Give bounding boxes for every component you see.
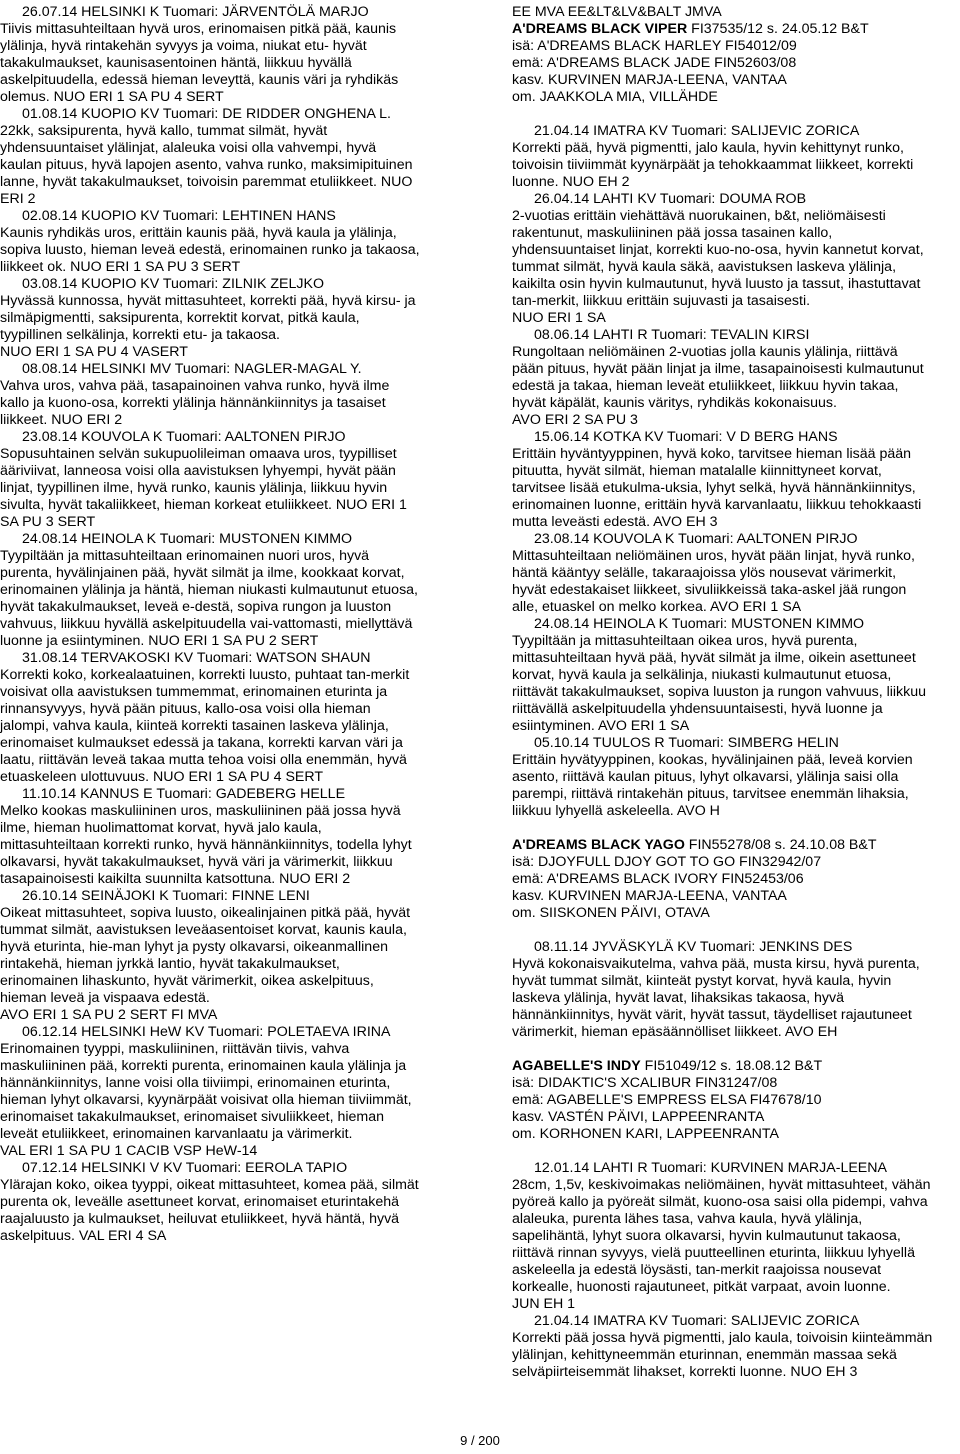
text-line: askeleella ja edestä löysästi, tan-merkit raajoissa nousevat: [512, 1262, 882, 1278]
text-line: purenta ok, leveälle asettuneet korvat, erinomaiset eturintakehä: [0, 1194, 400, 1210]
text-line: pään pituus, hyvät pään linjat ja ilme, tasapainoisesti kulmautunut: [512, 361, 924, 377]
text-line: Sopusuhtainen selvän sukupuolileiman omaava uros, tyypilliset: [0, 446, 397, 462]
text-line: laatu, riittävän leveä takaa mutta tehoa voisi olla enemmän, hyvä: [0, 752, 407, 768]
text-line: tummat silmät, hyvä kaula säkä, aavistuksen laskeva ylälinja,: [512, 259, 897, 275]
show-result-heading: 05.10.14 TUULOS R Tuomari: SIMBERG HELIN: [534, 735, 839, 751]
text-line: sapelihäntä, lyhyt suora olkavarsi, hyvin kulmautunut takaosa,: [512, 1228, 901, 1244]
show-result-heading: 12.01.14 LAHTI R Tuomari: KURVINEN MARJA-LEENA: [534, 1160, 887, 1176]
text-line: askelpituus. VAL ERI 4 SA: [0, 1228, 167, 1244]
show-result-heading: 24.08.14 HEINOLA K Tuomari: MUSTONEN KIMMO: [22, 531, 353, 547]
text-line: mittasuhteiltaan korrekti runko, hyvä hännänkiinnitys, todella lyhyt: [0, 837, 412, 853]
text-line: Tyypiltään ja mittasuhteiltaan erinomainen nuori uros, hyvä: [0, 548, 370, 564]
text-line: luonne ja esiintyminen. NUO ERI 1 SA PU 2 SERT: [0, 633, 319, 649]
text-line: AVO ERI 2 SA PU 3: [512, 412, 638, 428]
text-line: NUO ERI 1 SA: [512, 310, 606, 326]
text-line: silmäpigmentti, saksipurenta, korrektit korvat, pitkä kaula,: [0, 310, 360, 326]
text-line: luonne. NUO EH 2: [512, 174, 630, 190]
text-line: Korrekti koko, korkealaatuinen, korrekti luusto, puhtaat tan-merkit: [0, 667, 410, 683]
text-line: 2-vuotias erittäin viehättävä nuorukainen, b&t, neliömäisesti: [512, 208, 886, 224]
text-line: korkealle, huonosti rajautuneet, pitkät varpaat, avoin luonne.: [512, 1279, 891, 1295]
text-line: tummat silmät, aavistuksen leveäasentoiset korvat, kaunis kaula,: [0, 922, 407, 938]
show-result-heading: 23.08.14 KOUVOLA K Tuomari: AALTONEN PIRJO: [534, 531, 858, 547]
text-line: toivoisin tiiviimmät kyynärpäät ja tehokkaammat liikkeet, korrekti: [512, 157, 914, 173]
text-line: tasapainoisesti kaikilta suunnilta katsottuna. NUO ERI 2: [0, 871, 351, 887]
text-line: isä: DJOYFULL DJOY GOT TO GO FIN32942/07: [512, 854, 822, 870]
text-line: kasv. VASTÉN PÄIVI, LAPPEENRANTA: [512, 1109, 765, 1125]
text-line: takakulmaukset, kaunisasentoinen häntä, liikkuu hyvällä: [0, 55, 352, 71]
text-line: mittasuhteiltaan hyvä pää, hyvät silmät ja ilme, oikein asettuneet: [512, 650, 916, 666]
show-result-heading: 08.08.14 HELSINKI MV Tuomari: NAGLER-MAGAL Y.: [22, 361, 362, 377]
text-line: hyvät käpälät, kaunis väritys, ryhdikäs kokonaisuus.: [512, 395, 837, 411]
text-line: raajaluusto ja kulmaukset, heiluvat etuliikkeet, hyvä häntä, hyvä: [0, 1211, 400, 1227]
text-line: JUN EH 1: [512, 1296, 576, 1312]
text-line: olemus. NUO ERI 1 SA PU 4 SERT: [0, 89, 224, 105]
text-line: hyvät tummat silmät, kiinteät pystyt korvat, hyvä kaula, hyvin: [512, 973, 892, 989]
text-line: ylälinjan, kehittyneemmän eturinnan, enemmän massaa sekä: [512, 1347, 897, 1363]
show-result-heading: 26.04.14 LAHTI KV Tuomari: DOUMA ROB: [534, 191, 807, 207]
show-result-heading: 01.08.14 KUOPIO KV Tuomari: DE RIDDER ONGHENA L.: [22, 106, 391, 122]
text-line: sivulta, hyvät takaliikkeet, hieman korkeat etuliikkeet. NUO ERI 1: [0, 497, 407, 513]
text-line: etuaskeleen ulottuvuus. NUO ERI 1 SA PU 4 SERT: [0, 769, 324, 785]
show-result-heading: 26.07.14 HELSINKI K Tuomari: JÄRVENTÖLÄ MARJO: [22, 4, 369, 20]
dog-name: AGABELLE'S INDY: [512, 1058, 641, 1074]
dog-registration: FI51049/12 s. 18.08.12 B&T: [640, 1058, 823, 1074]
text-line: hyvät edestakaiset liikkeet, sivuliikkeissä taka-askel jää rungon: [512, 582, 907, 598]
text-line: jalompi, vahva kaula, kiinteä korrekti tasainen laskeva ylälinja,: [0, 718, 389, 734]
text-line: vahvuus, liikkuu hyvällä askelpituudella vai-vattomasti, miellyttävä: [0, 616, 413, 632]
text-line: om. SIISKONEN PÄIVI, OTAVA: [512, 905, 710, 921]
text-line: riittävät takakulmaukset, sopiva luuston ja rungon vahvuus, liikkuu: [512, 684, 927, 700]
text-line: erinomainen lihaskunto, hyvät värimerkit, oikea askelpituus,: [0, 973, 374, 989]
text-line: purenta, hyvälinjainen pää, hyvät silmät ja ilme, kookkaat korvat,: [0, 565, 405, 581]
text-line: linjat, tyypillinen ilme, hyvä runko, kaunis ylälinja, liikkuu hyvin: [0, 480, 388, 496]
text-line: EE MVA EE&LT&LV&BALT JMVA: [512, 4, 722, 20]
show-result-heading: 31.08.14 TERVAKOSKI KV Tuomari: WATSON SHAUN: [22, 650, 371, 666]
text-line: rintakehä, hieman jyrkkä lantio, hyvät takakulmaukset,: [0, 956, 340, 972]
text-line: kaulan pituus, hyvä lapojen asento, vahva runko, maksimipituinen: [0, 157, 413, 173]
text-line: 28cm, 1,5v, keskivoimakas neliömäinen, hyvät mittasuhteet, vähän: [512, 1177, 931, 1193]
text-line: ilme, hieman huolimattomat korvat, hyvä jalo kaula,: [0, 820, 322, 836]
text-line: Hyvä kokonaisvaikutelma, vahva pää, musta kirsu, hyvä purenta,: [512, 956, 920, 972]
text-line: mutta leveästi edestä. AVO EH 3: [512, 514, 718, 530]
text-line: kasv. KURVINEN MARJA-LEENA, VANTAA: [512, 72, 787, 88]
show-result-heading: 21.04.14 IMATRA KV Tuomari: SALIJEVIC ZORICA: [534, 123, 860, 139]
text-line: tarvitsee lisää etukulma-uksia, lyhyt selkä, hyvä hännänkiinnitys,: [512, 480, 916, 496]
text-line: korvat, hyvä kaula ja selkälinja, niukasti kulmautunut etuosa,: [512, 667, 892, 683]
text-line: hyvät takakulmaukset, leveä e-destä, sopiva rungon ja luuston: [0, 599, 392, 615]
show-result-heading: 02.08.14 KUOPIO KV Tuomari: LEHTINEN HANS: [22, 208, 336, 224]
text-line: Melko kookas maskuliininen uros, maskuliininen pää jossa hyvä: [0, 803, 401, 819]
show-result-heading: 26.10.14 SEINÄJOKI K Tuomari: FINNE LENI: [22, 888, 310, 904]
show-result-heading: 08.06.14 LAHTI R Tuomari: TEVALIN KIRSI: [534, 327, 810, 343]
text-line: isä: A'DREAMS BLACK HARLEY FI54012/09: [512, 38, 797, 54]
text-line: selväpiirteisemmät lihakset, korrekti luonne. NUO EH 3: [512, 1364, 858, 1380]
dog-registration: FIN55278/08 s. 24.10.08 B&T: [684, 837, 877, 853]
text-line: pituutta, hyvät silmät, hieman matalalle kiinnittyneet korvat,: [512, 463, 882, 479]
text-line: kasv. KURVINEN MARJA-LEENA, VANTAA: [512, 888, 787, 904]
text-line: riittävällä askelpituudella yhdensuuntaisesti, hyvä luonne ja: [512, 701, 883, 717]
text-line: Korrekti pää, hyvä pigmentti, jalo kaula, hyvin kehittynyt runko,: [512, 140, 904, 156]
text-line: alle, etuaskel on melko korkea. AVO ERI 1 SA: [512, 599, 802, 615]
text-line: om. KORHONEN KARI, LAPPEENRANTA: [512, 1126, 779, 1142]
text-line: tan-merkit, liikkuu erittäin sujuvasti ja tasaisesti.: [512, 293, 811, 309]
text-line: emä: A'DREAMS BLACK JADE FIN52603/08: [512, 55, 797, 71]
text-line: maskuliininen pää, korrekti purenta, erinomainen kaula ylälinja ja: [0, 1058, 407, 1074]
text-line: Erittäin hyväntyyppinen, hyvä koko, tarvitsee hieman lisää pään: [512, 446, 912, 462]
text-line: voisivat olla aavistuksen tummemmat, erinomainen eturinta ja: [0, 684, 388, 700]
show-result-heading: 15.06.14 KOTKA KV Tuomari: V D BERG HANS: [534, 429, 838, 445]
text-line: liikkeet ok. NUO ERI 1 SA PU 3 SERT: [0, 259, 241, 275]
text-line: laskeva ylälinja, hyvät lavat, lihaksikas takaosa, hyvä: [512, 990, 844, 1006]
text-line: yhdensuuntaiset ylälinjat, alaleuka voisi olla vahvempi, hyvä: [0, 140, 377, 156]
text-line: erinomainen luonne, erittäin hyvä karvanlaatu, liikkuu tehokkaasti: [512, 497, 922, 513]
text-line: emä: A'DREAMS BLACK IVORY FIN52453/06: [512, 871, 804, 887]
text-line: sopiva luusto, hieman leveä edestä, erinomainen runko ja takaosa,: [0, 242, 420, 258]
text-line: hännänkiinnitys, hyvät värit, hyvät tassut, täydelliset rajautuneet: [512, 1007, 912, 1023]
text-line: isä: DIDAKTIC'S XCALIBUR FIN31247/08: [512, 1075, 778, 1091]
text-line: lanne, hyvät takakulmaukset, toivoisin paremmat etuliikkeet. NUO: [0, 174, 413, 190]
text-line: hieman leveä ja vispaava edestä.: [0, 990, 210, 1006]
text-line: ERI 2: [0, 191, 36, 207]
dog-entry-line: [512, 837, 877, 854]
show-result-heading: 11.10.14 KANNUS E Tuomari: GADEBERG HELLE: [22, 786, 346, 802]
text-line: alaleuka, purenta lähes tasa, vahva kaula, hyvä ylälinja,: [512, 1211, 863, 1227]
text-line: värimerkit, hieman epäsäännölliset liikkeet. AVO EH: [512, 1024, 838, 1040]
dog-name: A'DREAMS BLACK VIPER: [512, 21, 688, 37]
text-line: häntä kääntyy selälle, takaraajoissa ylös nousevat värimerkit,: [512, 565, 897, 581]
text-line: Hyvässä kunnossa, hyvät mittasuhteet, korrekti pää, hyvä kirsu- ja: [0, 293, 416, 309]
show-result-heading: 06.12.14 HELSINKI HeW KV Tuomari: POLETAEVA IRINA: [22, 1024, 391, 1040]
text-line: emä: AGABELLE'S EMPRESS ELSA FI47678/10: [512, 1092, 822, 1108]
text-line: Vahva uros, vahva pää, tasapainoinen vahva runko, hyvä ilme: [0, 378, 390, 394]
text-line: kaikilta osin hyvin kulmautunut, hyvä luusto ja tassut, ihastuttavat: [512, 276, 921, 292]
dog-registration: FI37535/12 s. 24.05.12 B&T: [687, 21, 869, 37]
text-line: ääriviivat, lanneosa voisi olla aavistuksen lyhyempi, hyvät pään: [0, 463, 396, 479]
text-line: liikkuu lyhyellä askeleella. AVO H: [512, 803, 720, 819]
show-result-heading: 08.11.14 JYVÄSKYLÄ KV Tuomari: JENKINS DES: [534, 939, 853, 955]
text-line: yhdensuuntaiset linjat, korrekti kuo-no-osa, hyvin kannetut korvat,: [512, 242, 924, 258]
show-result-heading: 21.04.14 IMATRA KV Tuomari: SALIJEVIC ZORICA: [534, 1313, 860, 1329]
text-line: asento, riittävä kaulan pituus, lyhyt olkavarsi, ylälinja saisi olla: [512, 769, 899, 785]
text-line: hyvä eturinta, hie-man lyhyt ja pysty olkavarsi, oikeanmallinen: [0, 939, 388, 955]
text-line: rakentunut, maskuliininen pää jossa tasainen kallo,: [512, 225, 833, 241]
show-result-heading: 03.08.14 KUOPIO KV Tuomari: ZILNIK ZELJKO: [22, 276, 324, 292]
text-line: Oikeat mittasuhteet, sopiva luusto, oikealinjainen pitkä pää, hyvät: [0, 905, 411, 921]
text-line: NUO ERI 1 SA PU 4 VASERT: [0, 344, 188, 360]
text-line: VAL ERI 1 SA PU 1 CACIB VSP HeW-14: [0, 1143, 258, 1159]
text-line: hieman lyhyt olkavarsi, kyynärpäät voisivat olla hieman tiiviimmät,: [0, 1092, 412, 1108]
text-line: tyypillinen selkälinja, korrekti etu- ja takaosa.: [0, 327, 280, 343]
text-line: Korrekti pää jossa hyvä pigmentti, jalo kaula, toivoisin kiinteämmän: [512, 1330, 933, 1346]
text-line: Mittasuhteiltaan neliömäinen uros, hyvät pään linjat, hyvä runko,: [512, 548, 915, 564]
text-line: askelpituudella, edessä hieman leveyttä, kaunis väri ja ryhdikäs: [0, 72, 399, 88]
text-line: Tiivis mittasuhteiltaan hyvä uros, erinomaisen pitkä pää, kaunis: [0, 21, 397, 37]
text-line: Ylärajan koko, oikea tyyppi, oikeat mittasuhteet, komea pää, silmät: [0, 1177, 419, 1193]
text-line: esiintyminen. AVO ERI 1 SA: [512, 718, 690, 734]
text-line: hännänkiinnitys, lanne voisi olla tiiviimpi, erinomainen eturinta,: [0, 1075, 391, 1091]
dog-entry-line: [512, 21, 869, 38]
show-result-heading: 07.12.14 HELSINKI V KV Tuomari: EEROLA TAPIO: [22, 1160, 348, 1176]
dog-name: A'DREAMS BLACK YAGO: [512, 837, 685, 853]
text-line: Kaunis ryhdikäs uros, erittäin kaunis pää, hyvä kaula ja ylälinja,: [0, 225, 397, 241]
show-result-heading: 24.08.14 HEINOLA K Tuomari: MUSTONEN KIMMO: [534, 616, 865, 632]
text-line: erinomaiset kulmaukset edessä ja takana, korrekti karvan väri ja: [0, 735, 403, 751]
text-line: Tyypiltään ja mittasuhteiltaan oikea uros, hyvä purenta,: [512, 633, 858, 649]
page-number: 9 / 200: [460, 1433, 500, 1448]
text-line: Rungoltaan neliömäinen 2-vuotias jolla kaunis ylälinja, riittävä: [512, 344, 898, 360]
text-line: ylälinja, hyvä rintakehän syvyys ja voima, niukat etu- hyvät: [0, 38, 367, 54]
text-line: AVO ERI 1 SA PU 2 SERT FI MVA: [0, 1007, 218, 1023]
dog-entry-line: [512, 1058, 822, 1075]
text-line: edestä ja takaa, hieman leveät etuliikkeet, liikkuu hyvin takaa,: [512, 378, 899, 394]
text-line: Erinomainen tyyppi, maskuliininen, riittävän tiivis, vahva: [0, 1041, 350, 1057]
text-line: kallo ja kuono-osa, korrekti ylälinja hännänkiinnitys ja tasaiset: [0, 395, 386, 411]
text-line: erinomainen ylälinja ja häntä, hieman niukasti kulmautunut etuosa,: [0, 582, 418, 598]
text-line: liikkeet. NUO ERI 2: [0, 412, 123, 428]
text-line: olkavarsi, hyvät takakulmaukset, hyvä väri ja värimerkit, liikkuu: [0, 854, 393, 870]
text-line: Erittäin hyvätyyppinen, kookas, hyvälinjainen pää, leveä korvien: [512, 752, 913, 768]
text-line: SA PU 3 SERT: [0, 514, 96, 530]
text-line: rinnansyvyys, hyvä pään pituus, kallo-osa voisi olla hieman: [0, 701, 371, 717]
text-line: pyöreä kallo ja pyöreät silmät, kuono-osa saisi olla pidempi, vahva: [512, 1194, 928, 1210]
text-line: parempi, riittävä rintakehän pituus, tarvitsee enemmän lihaksia,: [512, 786, 909, 802]
text-line: om. JAAKKOLA MIA, VILLÄHDE: [512, 89, 718, 105]
text-line: erinomaiset takakulmaukset, erinomaiset sivuliikkeet, hieman: [0, 1109, 385, 1125]
show-result-heading: 23.08.14 KOUVOLA K Tuomari: AALTONEN PIRJO: [22, 429, 346, 445]
text-line: 22kk, saksipurenta, hyvä kallo, tummat silmät, hyvät: [0, 123, 328, 139]
text-line: riittävä rinnan syvyys, vielä puutteellinen eturinta, liikkuu lyhyellä: [512, 1245, 915, 1261]
text-line: leveät etuliikkeet, erinomainen karvanlaatu ja värimerkit.: [0, 1126, 353, 1142]
